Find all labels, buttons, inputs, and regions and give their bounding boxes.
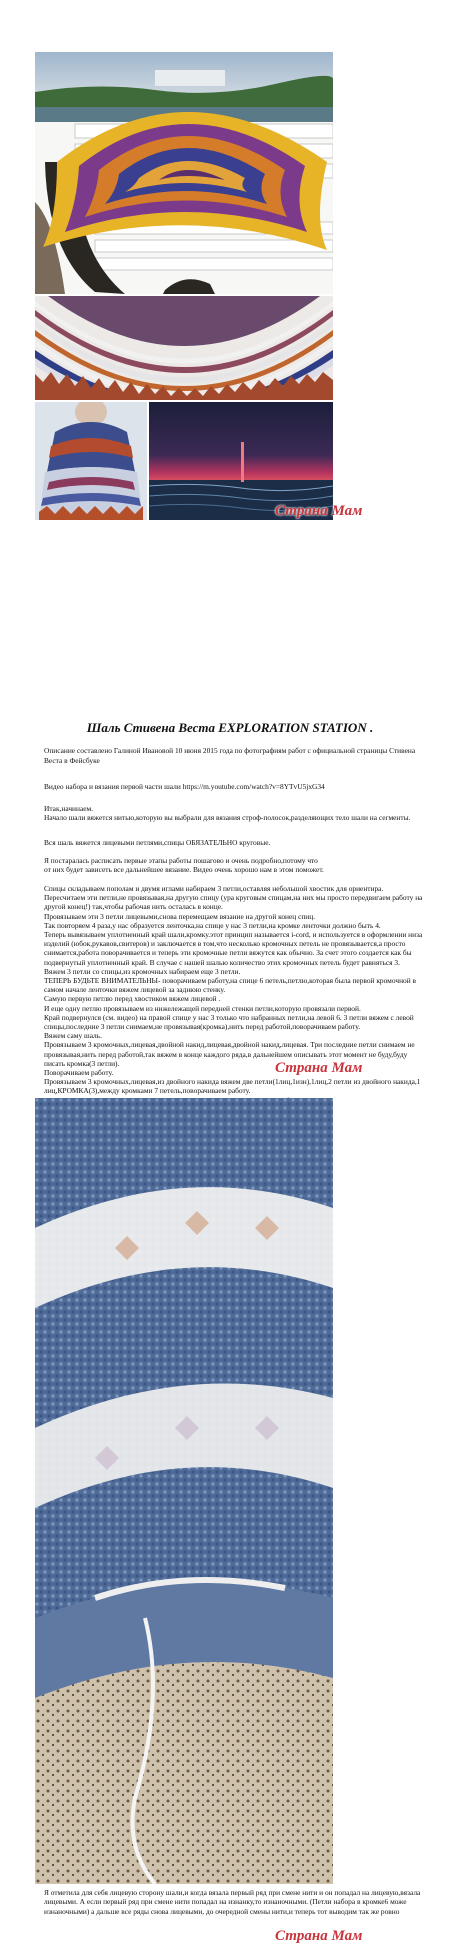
photo-caption: Я отметила для себя лицевую сторону шали,и когда вязала первый ряд при смене нити и он попадал на лицевую,вязала лицевыми. А если первый ряд при смене нити попадал на изнанку,то изнаночными. (Петли набора в кромке6 може изнаночными) а дальше все ряды снова лицевыми, до очередной смены нити,и теперь тот выводим так же ровно (44, 1888, 421, 1916)
paragraph-needles (44, 838, 426, 847)
instruction-line: Так повторяем 4 раза,у нас образуется ленточка,на спице у нас 3 петли,на кромке ленточки должно быть 4. (44, 920, 381, 930)
photo-shawl-worn (35, 402, 147, 520)
paragraph-line: Итак,начинаем. (44, 804, 94, 813)
photo-knitting-closeup (35, 1098, 333, 1884)
video-line (44, 782, 426, 791)
instruction-line: Край подвернулся (см. видео) на правой спице у нас 3 только что набранных петли,на левой 6. 3 петли вяжем с левой спицы,последние 3 петли снимаем,не провязывая(кромка),нить перед работой,поворачиваем работу. (44, 1012, 414, 1032)
instruction-line: И еще одну петлю провязываем из нижележащей передней стенки петли,которую провязали первой. (44, 1003, 361, 1013)
instruction-line: Теперь вывязываем уплотненный край шали,кромку.этот принцип называется i-cord, и используется в оформлении низа изделий (юбок,рукавов,свитеров) и заключается в том,что несколько кромочных петель не провязывается,а просто снимается,работа поворачивается и теперь эти кромочные петли вяжутся как обычно. За счет этого создается как бы подвернутый уплотненный край. В случае с нашей шалью количество этих кромочных петель будет равняться 3. (44, 930, 423, 967)
paragraph-steps-note (44, 856, 426, 874)
photo-shawl-closeup (35, 296, 333, 400)
instruction-line: Вяжем саму шаль. (44, 1031, 102, 1041)
paragraph-line: Начало шали вяжется нитью,которую вы выбрали для вязания строф-полосок,разделяющих тело шали на сегменты. (44, 813, 411, 823)
instruction-line: Спицы складываем пополам и двумя иглами набираем 3 петли,оставляя небольшой хвостик для ориентира. (44, 884, 384, 893)
instruction-line: Пересчитаем эти петли,не провязывая,на другую спицу (ура круговым спицам,на них мы просто передвигаем работу на другой конец!) так,чтобы рабочая нить осталась в конце. (44, 893, 423, 912)
watermark: Страна Мам (275, 1928, 363, 1944)
video-line-text: Видео набора и вязания первой части шали https://m.youtube.com/watch?v=8YTvU5jxG34 (44, 782, 325, 791)
instruction-line: Провязываем эти 3 петли лицевыми,снова перемещаем вязание на другой конец спиц. (44, 911, 316, 921)
instruction-line: Поворачиваем работу. (44, 1068, 114, 1078)
instructions (44, 884, 426, 1123)
photo-shawl-on-bench (35, 52, 333, 294)
instruction-line: Вяжем 3 петли со спицы,из кромочных набираем еще 3 петли. (44, 966, 241, 976)
instruction-line: Провязываем 3 кромочных,лицевая,двойной накид,лицевая,двойной накид,лицевая. Три последние петли снимаем не провязывая,нить перед работой,так вяжем в конце каждого ряда,в дальнейшем описывать этот момент не буду,буду писать кромка(3 петли). (44, 1040, 415, 1068)
instruction-line: Провязываем 3 кромочных,лицевая,из двойного накида вяжем две петли(1лиц,1изн),1лиц,2 петли из двойного накида,1 лиц,КРОМКА(3),между кромками 7 петель,поворачиваем работу. (44, 1077, 421, 1096)
paragraph-line: от них будет зависеть все дальнейшее вязание. Видео очень хорошо нам в этом поможет. (44, 865, 324, 875)
paragraph-line: Я постаралась расписать первые этапы работы пошагово и очень подробно,потому что (44, 856, 318, 865)
instruction-line: ТЕПЕРЬ БУДЬТЕ ВНИМАТЕЛЬНЫ- поворачиваем работу,на спице 6 петель,петлю,которая была первой кромочной в самом начале ленточки вяжем лицевой за заднюю стенку. (44, 976, 417, 995)
article-title: Шаль Стивена Веста EXPLORATION STATION . (86, 720, 374, 735)
watermark: Страна Мам (275, 503, 363, 519)
paragraph-line: Вся шаль вяжется лицевыми петлями,спицы ОБЯЗАТЕЛЬНО круговые. (44, 838, 271, 847)
instruction-line: Самую первую петлю перед хвостиком вяжем лицевой . (44, 994, 221, 1004)
watermark: Страна Мам (275, 1060, 363, 1076)
paragraph-start (44, 804, 426, 822)
article-intro: Описание составлено Галиной Ивановой 10 июня 2015 года по фотографиям работ с официальной страницы Стивена Веста в Фейсбуке (44, 746, 416, 765)
